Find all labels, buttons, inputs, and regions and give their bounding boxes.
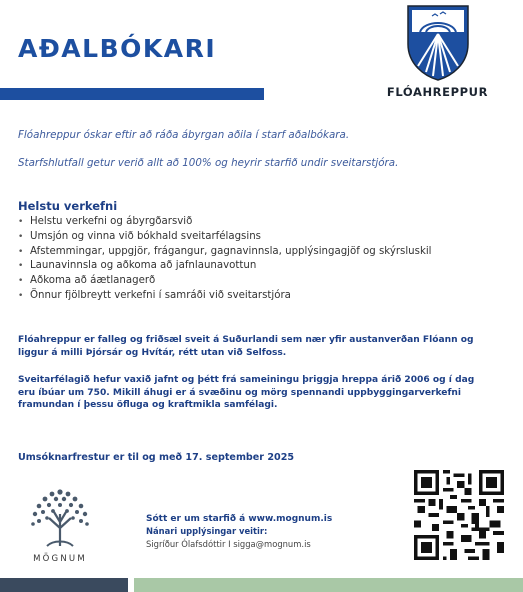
list-item: • Umsjón og vinna við bókhald sveitarfélagsins [18,230,432,245]
application-deadline: Umsóknarfrestur er til og með 17. september 2025 [18,452,295,463]
list-item: • Launavinnsla og aðkoma að jafnlaunavottun [18,259,432,274]
list-item: • Önnur fjölbreytt verkefni í samráði við sveitarstjóra [18,289,432,304]
description-paragraph: Sveitarfélagið hefur vaxið jafnt og þétt frá sameiningu þriggja hreppa árið 2006 og í dag eru íbúar um 750. Mikill áhugi er á svæðinu og mörg spennandi uppbyggingarverkefni framundan í þessu öfluga og kraftmikla samfélagi. [18,375,475,411]
list-item: • Afstemmingar, uppgjör, frágangur, gagnavinnsla, upplýsingagjöf og skýrsluskil [18,245,432,260]
title-underline-bar [0,88,264,100]
mognum-wordmark: MÖGNUM [33,554,87,564]
footer-bar-dark [0,578,128,592]
contact-person[interactable]: Sigríður Ólafsdóttir I sigga@mognum.is [146,539,311,549]
intro-line: Flóahreppur óskar eftir að ráða ábyrgan aðila í starf aðalbókara. [18,129,350,141]
footer-bar-green [134,578,523,592]
description-paragraph: Flóahreppur er falleg og friðsæl sveit á Suðurlandi sem nær yfir austanverðan Flóann og liggur á milli Þjórsár og Hvítár, rétt utan við Selfoss. [18,335,474,358]
tasks-heading: Helstu verkefni [18,199,118,213]
contact-block [146,513,332,551]
list-item: • Helstu verkefni og ábyrgðarsvið [18,215,432,230]
logo-wordmark: FLÓAHREPPUR [386,85,489,99]
floahreppur-logo [380,4,495,104]
coat-of-arms-icon [406,4,470,82]
tasks-list [18,215,432,304]
intro-line: Starfshlutfall getur verið allt að 100% og heyrir starfið undir sveitarstjóra. [18,157,399,169]
info-label: Nánari upplýsingar veitir: [146,526,268,536]
apply-link-text[interactable]: Sótt er um starfið á www.mognum.is [146,514,333,524]
list-item: • Aðkoma að áætlanagerð [18,274,432,289]
qr-code-icon[interactable] [414,470,504,560]
mognum-logo [18,484,102,570]
page-title: AÐALBÓKARI [18,34,217,63]
tree-icon [25,484,95,548]
